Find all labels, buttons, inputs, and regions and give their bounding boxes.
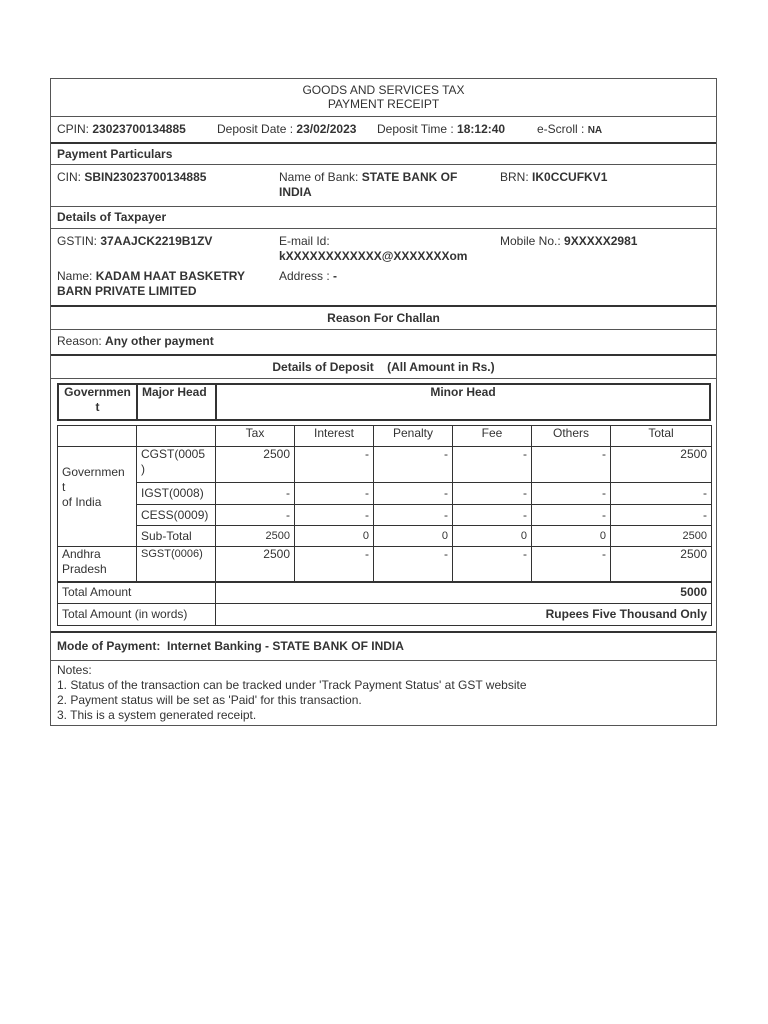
- payment-mode-value: Internet Banking - STATE BANK OF INDIA: [167, 639, 404, 653]
- deposit-section: [51, 378, 716, 631]
- state-name-line2: Pradesh: [62, 562, 107, 576]
- col-total: Total: [611, 426, 712, 447]
- deposit-heading-note: (All Amount in Rs.): [387, 360, 495, 374]
- gov-india-line1: Governmen: [62, 465, 125, 479]
- table-row: [58, 447, 712, 483]
- cgst-head-line1: CGST(0005: [141, 447, 206, 461]
- mobile: [500, 234, 637, 249]
- cgst-head: [137, 447, 216, 483]
- igst-total: -: [611, 483, 712, 505]
- bank-name: [279, 170, 457, 185]
- cgst-total: 2500: [611, 447, 712, 483]
- gov-india-line3: of India: [62, 495, 102, 509]
- deposit-date-label: Deposit Date :: [217, 122, 294, 136]
- col-interest: Interest: [295, 426, 374, 447]
- bank-name-value: STATE BANK OF: [361, 170, 458, 184]
- address: [279, 269, 337, 284]
- deposit-time: [377, 122, 505, 137]
- gstin-value: 37AAJCK2219B1ZV: [100, 234, 213, 248]
- escroll: [537, 122, 602, 138]
- note-item: 2. Payment status will be set as 'Paid' for this transaction.: [57, 693, 362, 707]
- sgst-head: SGST(0006): [137, 547, 216, 582]
- gov-india-line2: t: [62, 480, 66, 494]
- cpin-label: CPIN:: [57, 122, 90, 136]
- challan-reason: [57, 334, 214, 349]
- table-row: [58, 483, 712, 505]
- blank-cell: [137, 426, 216, 447]
- head-government-line2: t: [95, 400, 100, 414]
- cin-label: CIN:: [57, 170, 81, 184]
- challan-reason-row: [51, 329, 716, 354]
- deposit-time-label: Deposit Time :: [377, 122, 454, 136]
- deposit-table: [57, 425, 712, 626]
- col-others: Others: [532, 426, 611, 447]
- head-minor: Minor Head: [216, 384, 710, 420]
- gstin-label: GSTIN:: [57, 234, 98, 248]
- total-amount-row: [58, 582, 712, 604]
- subtotal-interest: 0: [295, 526, 374, 547]
- cpin: [57, 122, 186, 137]
- receipt-header: [51, 79, 716, 116]
- subtotal-tax: 2500: [216, 526, 295, 547]
- cess-interest: -: [295, 505, 374, 526]
- deposit-date: [217, 122, 356, 137]
- cess-head: CESS(0009): [137, 505, 216, 526]
- total-amount-label: Total Amount: [58, 582, 216, 604]
- brn: [500, 170, 607, 185]
- deposit-date-value: 23/02/2023: [296, 122, 357, 136]
- cgst-fee: -: [453, 447, 532, 483]
- subtotal-total: 2500: [611, 526, 712, 547]
- deposit-head-table: [57, 383, 711, 421]
- sgst-others: -: [532, 547, 611, 582]
- taxpayer-heading: Details of Taxpayer: [57, 210, 167, 224]
- subtotal-row: [58, 526, 712, 547]
- escroll-label: e-Scroll :: [537, 122, 585, 136]
- cpin-value: 23023700134885: [92, 122, 186, 136]
- subtotal-penalty: 0: [374, 526, 453, 547]
- email-value: kXXXXXXXXXXXX@XXXXXXXom: [279, 249, 468, 263]
- sgst-interest: -: [295, 547, 374, 582]
- payment-mode: [57, 639, 404, 654]
- address-label: Address :: [279, 269, 330, 283]
- reason-label: Reason:: [57, 334, 102, 348]
- head-government: [58, 384, 137, 420]
- igst-penalty: -: [374, 483, 453, 505]
- cgst-tax: 2500: [216, 447, 295, 483]
- cess-fee: -: [453, 505, 532, 526]
- cess-tax: -: [216, 505, 295, 526]
- cgst-others: -: [532, 447, 611, 483]
- subtotal-label: Sub-Total: [137, 526, 216, 547]
- deposit-heading-row: [51, 354, 716, 378]
- bank-name-label: Name of Bank:: [279, 170, 359, 184]
- blank-cell: [58, 426, 137, 447]
- deposit-columns-row: [58, 426, 712, 447]
- challan-heading-row: [51, 305, 716, 329]
- total-words-value: Rupees Five Thousand Only: [216, 604, 712, 626]
- sgst-total: 2500: [611, 547, 712, 582]
- receipt-subtitle: PAYMENT RECEIPT: [327, 97, 440, 111]
- address-value: -: [333, 269, 338, 283]
- taxpayer-details: [51, 228, 716, 305]
- sgst-tax: 2500: [216, 547, 295, 582]
- igst-interest: -: [295, 483, 374, 505]
- deposit-time-value: 18:12:40: [457, 122, 506, 136]
- total-words-label: Total Amount (in words): [58, 604, 216, 626]
- cgst-interest: -: [295, 447, 374, 483]
- subtotal-fee: 0: [453, 526, 532, 547]
- taxpayer-heading-row: [51, 206, 716, 228]
- head-government-line1: Governmen: [64, 385, 131, 399]
- gstin: [57, 234, 212, 249]
- state-name: [58, 547, 137, 582]
- igst-others: -: [532, 483, 611, 505]
- reason-value: Any other payment: [105, 334, 214, 348]
- cess-others: -: [532, 505, 611, 526]
- gov-india-cell: [58, 447, 137, 547]
- payment-particulars-heading: Payment Particulars: [57, 147, 173, 161]
- mobile-label: Mobile No.:: [500, 234, 561, 248]
- igst-head: IGST(0008): [137, 483, 216, 505]
- notes-heading: Notes:: [57, 663, 92, 677]
- taxpayer-name-value: KADAM HAAT BASKETRY: [95, 269, 246, 283]
- deposit-info-row: [51, 116, 716, 142]
- note-item: 3. This is a system generated receipt.: [57, 708, 257, 722]
- cess-penalty: -: [374, 505, 453, 526]
- escroll-value: NA: [587, 125, 603, 136]
- payment-mode-label: Mode of Payment:: [57, 639, 161, 653]
- email-label: E-mail Id:: [279, 234, 330, 248]
- notes-section: [51, 660, 716, 726]
- mobile-value: 9XXXXX2981: [564, 234, 638, 248]
- cin-value: SBIN23023700134885: [84, 170, 207, 184]
- sgst-fee: -: [453, 547, 532, 582]
- sgst-penalty: -: [374, 547, 453, 582]
- taxpayer-name: [57, 269, 245, 284]
- payment-particulars-heading-row: [51, 142, 716, 164]
- payment-mode-row: [51, 631, 716, 660]
- cin: [57, 170, 206, 185]
- col-fee: Fee: [453, 426, 532, 447]
- cess-total: -: [611, 505, 712, 526]
- payment-particulars-row: [51, 164, 716, 206]
- col-penalty: Penalty: [374, 426, 453, 447]
- brn-label: BRN:: [500, 170, 529, 184]
- taxpayer-name-value-line2: BARN PRIVATE LIMITED: [57, 284, 197, 298]
- cgst-head-line2: ): [141, 462, 145, 476]
- brn-value: IK0CCUFKV1: [532, 170, 608, 184]
- state-name-line1: Andhra: [62, 547, 101, 561]
- taxpayer-name-label: Name:: [57, 269, 93, 283]
- total-words-row: [58, 604, 712, 626]
- cgst-penalty: -: [374, 447, 453, 483]
- deposit-heading: [51, 360, 716, 375]
- total-amount-value: 5000: [216, 582, 712, 604]
- payment-receipt: [50, 78, 717, 726]
- head-major: Major Head: [137, 384, 216, 420]
- igst-tax: -: [216, 483, 295, 505]
- challan-heading: Reason For Challan: [327, 311, 440, 325]
- deposit-heading-label: Details of Deposit: [272, 360, 374, 374]
- receipt-title: GOODS AND SERVICES TAX: [302, 83, 465, 97]
- note-item: 1. Status of the transaction can be tracked under 'Track Payment Status' at GST website: [57, 678, 527, 692]
- igst-fee: -: [453, 483, 532, 505]
- subtotal-others: 0: [532, 526, 611, 547]
- table-row: [58, 505, 712, 526]
- state-row: [58, 547, 712, 582]
- bank-name-value-line2: INDIA: [279, 185, 312, 199]
- col-tax: Tax: [216, 426, 295, 447]
